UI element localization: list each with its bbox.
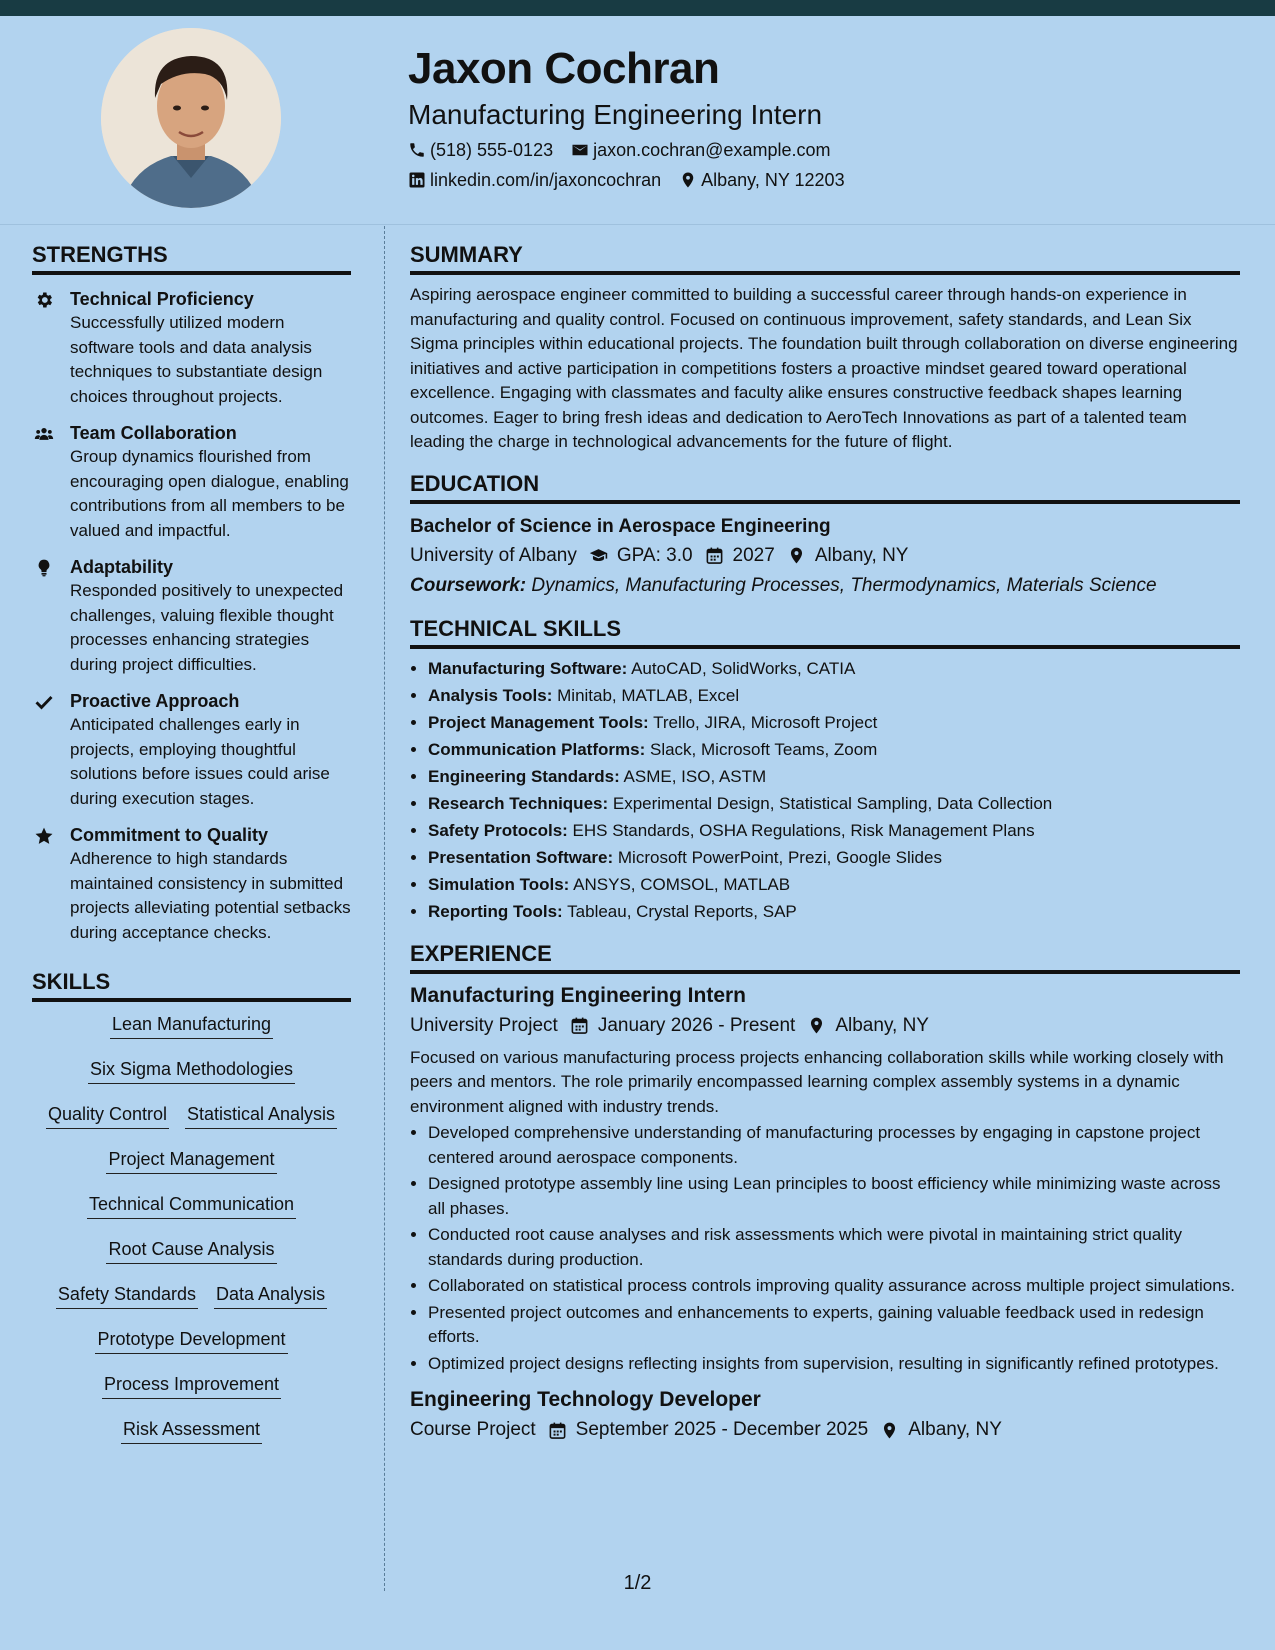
list-item: • Developed comprehensive understanding of manufacturing processes by engaging in capstone project centered around aerospace components. bbox=[428, 1121, 1240, 1170]
skill-value: ANSYS, COMSOL, MATLAB bbox=[573, 874, 791, 894]
strength-title: Technical Proficiency bbox=[70, 289, 254, 309]
job-title: Manufacturing Engineering Intern bbox=[410, 983, 747, 1007]
skill-label: Safety Protocols: bbox=[428, 820, 568, 840]
skill-value: Experimental Design, Statistical Sampling, Data Collection bbox=[612, 793, 1053, 813]
skill-label: Engineering Standards: bbox=[428, 766, 620, 786]
skill-value: ASME, ISO, ASTM bbox=[623, 766, 767, 786]
skill-label: Research Techniques: bbox=[428, 793, 609, 813]
users-icon bbox=[34, 424, 54, 444]
skill-value: Tableau, Crystal Reports, SAP bbox=[567, 901, 797, 921]
job-dates: September 2025 - December 2025 bbox=[575, 1419, 869, 1440]
strength-title: Adaptability bbox=[70, 557, 174, 577]
left-column bbox=[32, 240, 351, 1462]
skill-tag: Lean Manufacturing bbox=[110, 1012, 273, 1039]
summary-heading: SUMMARY bbox=[410, 240, 1240, 275]
strength-item bbox=[32, 555, 351, 677]
school-name: University of Albany bbox=[410, 544, 577, 566]
skill-value: EHS Standards, OSHA Regulations, Risk Management Plans bbox=[572, 820, 1035, 840]
job-bullets bbox=[410, 1121, 1240, 1376]
strength-title: Proactive Approach bbox=[70, 691, 240, 711]
job-title: Engineering Technology Developer bbox=[410, 1388, 761, 1411]
strength-desc: Anticipated challenges early in projects, employing thoughtful solutions before issues could arise during execution stages. bbox=[70, 715, 330, 808]
resume-header bbox=[408, 42, 1248, 192]
education-meta bbox=[410, 542, 1240, 570]
email-contact[interactable] bbox=[571, 138, 830, 162]
strengths-heading: STRENGTHS bbox=[32, 240, 351, 275]
coursework-line bbox=[410, 572, 1240, 600]
candidate-title: Manufacturing Engineering Intern bbox=[408, 99, 823, 130]
summary-text: Aspiring aerospace engineer committed to building a successful career through hands-on experience in manufacturing and quality control. Focused on continuous improvement, safety standards, and Lean Six Sigma principles within educational projects. The foundation built through collaboration on diverse engineering initiatives and active participation in competitions fosters a proactive mindset geared toward operational excellence. Engaging with classmates and faculty alike ensures constructive feedback shapes learning outcomes. Eager to bring fresh ideas and dedication to AeroTech Innovations as part of a talented team leading the charge in technological advancements for the future of flight. bbox=[410, 285, 1238, 451]
job-dates: January 2026 - Present bbox=[597, 1014, 796, 1036]
column-divider bbox=[384, 226, 385, 1591]
candidate-name: Jaxon Cochran bbox=[408, 44, 720, 93]
job-location: Albany, NY bbox=[908, 1419, 1002, 1440]
linkedin-icon bbox=[408, 171, 426, 189]
header-divider bbox=[0, 224, 1275, 225]
skill-tag: Risk Assessment bbox=[121, 1417, 262, 1444]
list-item bbox=[428, 817, 1240, 844]
calendar-icon bbox=[570, 1016, 589, 1035]
profile-photo bbox=[101, 28, 281, 208]
skill-tag: Prototype Development bbox=[95, 1327, 287, 1354]
list-item bbox=[428, 898, 1240, 925]
job-meta bbox=[410, 1416, 1240, 1444]
skills-list bbox=[32, 1012, 351, 1444]
strength-item bbox=[32, 823, 351, 945]
lightbulb-icon bbox=[34, 558, 54, 578]
list-item bbox=[428, 790, 1240, 817]
job-location: Albany, NY bbox=[835, 1014, 929, 1036]
contact-row-2 bbox=[408, 168, 1248, 192]
phone-text: (518) 555-0123 bbox=[430, 140, 554, 160]
skill-value: Trello, JIRA, Microsoft Project bbox=[653, 712, 878, 732]
linkedin-contact[interactable] bbox=[408, 168, 661, 192]
gpa-text: GPA: 3.0 bbox=[616, 544, 693, 566]
skill-label: Reporting Tools: bbox=[428, 901, 563, 921]
education-heading: EDUCATION bbox=[410, 469, 1240, 504]
skill-value: Minitab, MATLAB, Excel bbox=[557, 685, 740, 705]
coursework-label: Coursework: bbox=[410, 574, 527, 596]
skill-label: Manufacturing Software: bbox=[428, 658, 628, 678]
contact-row-1 bbox=[408, 138, 1248, 162]
strength-item bbox=[32, 689, 351, 811]
graduation-cap-icon bbox=[589, 546, 608, 565]
school-location: Albany, NY bbox=[814, 544, 909, 566]
job-meta bbox=[410, 1012, 1240, 1040]
map-pin-icon bbox=[880, 1421, 899, 1440]
strength-desc: Adherence to high standards maintained consistency in submitted projects alleviating potential setbacks during acceptance checks. bbox=[70, 849, 351, 942]
top-bar bbox=[0, 0, 1275, 16]
list-item: • Optimized project designs reflecting insights from supervision, resulting in significantly refined prototypes. bbox=[428, 1352, 1240, 1377]
gear-icon bbox=[34, 290, 54, 310]
list-item: • Designed prototype assembly line using Lean principles to boost efficiency while minimizing waste across all phases. bbox=[428, 1172, 1240, 1221]
phone-icon bbox=[408, 141, 426, 159]
list-item: • Presented project outcomes and enhancements to experts, gaining valuable feedback used in redesign efforts. bbox=[428, 1301, 1240, 1350]
map-pin-icon bbox=[679, 171, 697, 189]
strength-desc: Responded positively to unexpected challenges, valuing flexible thought processes enhancing strategies during project difficulties. bbox=[70, 581, 344, 674]
skill-label: Simulation Tools: bbox=[428, 874, 570, 894]
map-pin-icon bbox=[807, 1016, 826, 1035]
email-text[interactable]: jaxon.cochran@example.com bbox=[593, 140, 831, 160]
skill-tag: Process Improvement bbox=[102, 1372, 281, 1399]
experience-heading: EXPERIENCE bbox=[410, 939, 1240, 974]
map-pin-icon bbox=[787, 546, 806, 565]
skill-tag: Statistical Analysis bbox=[185, 1102, 337, 1129]
list-item bbox=[428, 682, 1240, 709]
calendar-icon bbox=[705, 546, 724, 565]
graduation-year: 2027 bbox=[732, 544, 775, 566]
degree-title: Bachelor of Science in Aerospace Engineering bbox=[410, 515, 831, 537]
list-item bbox=[428, 736, 1240, 763]
skill-label: Analysis Tools: bbox=[428, 685, 553, 705]
list-item bbox=[428, 709, 1240, 736]
skill-value: AutoCAD, SolidWorks, CATIA bbox=[631, 658, 856, 678]
strength-item bbox=[32, 421, 351, 543]
skill-tag: Project Management bbox=[106, 1147, 276, 1174]
right-column bbox=[410, 240, 1240, 1444]
list-item bbox=[428, 844, 1240, 871]
list-item: • Collaborated on statistical process controls improving quality assurance across multiple project simulations. bbox=[428, 1274, 1240, 1299]
list-item bbox=[428, 871, 1240, 898]
technical-skills-heading: TECHNICAL SKILLS bbox=[410, 614, 1240, 649]
skill-label: Communication Platforms: bbox=[428, 739, 646, 759]
skill-label: Presentation Software: bbox=[428, 847, 614, 867]
strength-desc: Group dynamics flourished from encouraging open dialogue, enabling contributions from all members to be valued and impactful. bbox=[70, 447, 349, 540]
portrait-image bbox=[101, 28, 281, 208]
job-description: Focused on various manufacturing process projects enhancing collaboration skills while working closely with peers and mentors. The role primarily encompassed learning complex assembly systems in a dynamic environment aligned with industry trends. bbox=[410, 1047, 1224, 1116]
list-item bbox=[428, 655, 1240, 682]
technical-skills-list bbox=[410, 655, 1240, 925]
star-icon bbox=[34, 826, 54, 846]
skill-tag: Six Sigma Methodologies bbox=[88, 1057, 295, 1084]
calendar-icon bbox=[548, 1421, 567, 1440]
coursework-list: Dynamics, Manufacturing Processes, Thermodynamics, Materials Science bbox=[531, 574, 1157, 596]
strength-desc: Successfully utilized modern software tools and data analysis techniques to substantiate design choices throughout projects. bbox=[70, 313, 323, 406]
strength-title: Team Collaboration bbox=[70, 423, 237, 443]
skill-label: Project Management Tools: bbox=[428, 712, 649, 732]
list-item bbox=[428, 763, 1240, 790]
envelope-icon bbox=[571, 141, 589, 159]
strength-item bbox=[32, 287, 351, 409]
skill-value: Microsoft PowerPoint, Prezi, Google Slides bbox=[617, 847, 942, 867]
skill-tag: Quality Control bbox=[46, 1102, 169, 1129]
page-number: 1/2 bbox=[623, 1572, 652, 1594]
skills-heading: SKILLS bbox=[32, 967, 351, 1002]
checkmark-icon bbox=[34, 692, 54, 712]
skill-value: Slack, Microsoft Teams, Zoom bbox=[649, 739, 878, 759]
job-org: Course Project bbox=[410, 1419, 536, 1440]
skill-tag: Root Cause Analysis bbox=[106, 1237, 276, 1264]
location-contact bbox=[679, 168, 844, 192]
list-item: • Conducted root cause analyses and risk assessments which were pivotal in maintaining strict quality standards during production. bbox=[428, 1223, 1240, 1272]
skill-tag: Safety Standards bbox=[56, 1282, 198, 1309]
location-text: Albany, NY 12203 bbox=[701, 170, 845, 190]
skill-tag: Technical Communication bbox=[87, 1192, 296, 1219]
linkedin-text[interactable]: linkedin.com/in/jaxoncochran bbox=[430, 170, 662, 190]
job-org: University Project bbox=[410, 1014, 558, 1036]
strength-title: Commitment to Quality bbox=[70, 825, 269, 845]
phone-contact bbox=[408, 138, 553, 162]
skill-tag: Data Analysis bbox=[214, 1282, 327, 1309]
